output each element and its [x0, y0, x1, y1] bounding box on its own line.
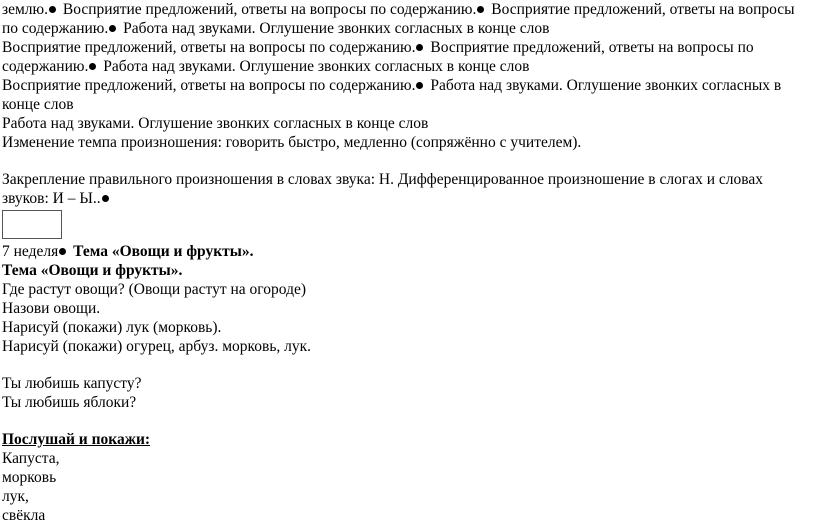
text-line-2	[2, 19, 814, 38]
text-segment: конце слов	[2, 96, 74, 113]
text-line-3	[2, 38, 814, 57]
text-line-5	[2, 76, 814, 95]
text-line-8	[2, 133, 814, 152]
text-segment: Восприятие предложений, ответы на вопросы по содержанию.	[62, 1, 477, 18]
bullet-icon	[109, 25, 116, 32]
text-segment: Работа над звуками. Оглушение звонких согласных в конце слов	[123, 20, 550, 37]
bullet-icon	[59, 248, 66, 255]
text-segment: Работа над звуками. Оглушение звонких согласных в	[430, 77, 782, 94]
empty-frame-row	[2, 208, 814, 242]
text-segment: Работа над звуками. Оглушение звонких согласных в конце слов	[103, 58, 530, 75]
word-list-item: свёкла	[2, 507, 46, 524]
bullet-icon	[416, 44, 423, 51]
text-segment: звуков: И – Ы..	[2, 190, 101, 207]
text-segment: Восприятие предложений, ответы на вопросы по содержанию.	[2, 39, 416, 56]
text-segment: Восприятие предложений, ответы на вопросы по	[430, 39, 754, 56]
text-line-10	[2, 189, 814, 208]
task-line: Назови овощи.	[2, 300, 101, 317]
text-line-1	[2, 0, 814, 19]
week-heading-line	[2, 242, 814, 261]
listen-heading: Послушай и покажи:	[2, 431, 151, 448]
topic-title-repeat: Тема «Овощи и фрукты».	[2, 262, 183, 279]
text-line-7	[2, 114, 814, 133]
empty-line	[2, 356, 814, 374]
text-segment: Работа над звуками. Оглушение звонких согласных в конце слов	[2, 115, 429, 132]
bullet-icon	[102, 195, 109, 202]
word-list-item: Капуста,	[2, 450, 60, 467]
word-list-item: морковь	[2, 469, 57, 486]
week-label: 7 неделя	[2, 243, 59, 260]
text-line-4	[2, 57, 814, 76]
text-segment: по содержанию.	[2, 20, 109, 37]
word-list-item: лук,	[2, 488, 29, 505]
text-segment: Закрепление правильного произношения в словах звука: Н. Дифференцированное произношение в слогах и словах	[2, 171, 763, 188]
empty-line	[2, 412, 814, 430]
empty-line	[2, 152, 814, 170]
bullet-icon	[49, 6, 56, 13]
text-segment: Изменение темпа произношения: говорить быстро, медленно (сопряжённо с учителем).	[2, 134, 582, 151]
topic-title: Тема «Овощи и фрукты».	[73, 243, 254, 260]
bullet-icon	[477, 6, 484, 13]
bullet-icon	[416, 82, 423, 89]
question-line: Ты любишь яблоки?	[2, 394, 137, 411]
text-line-6	[2, 95, 814, 114]
question-line: Где растут овощи? (Овощи растут на огороде)	[2, 281, 307, 298]
text-segment: Восприятие предложений, ответы на вопросы по содержанию.	[2, 77, 416, 94]
bullet-icon	[89, 63, 96, 70]
task-line: Нарисуй (покажи) лук (морковь).	[2, 319, 222, 336]
text-segment: землю.	[2, 1, 49, 18]
text-segment: содержанию.	[2, 58, 89, 75]
empty-frame-box	[2, 210, 62, 239]
text-line-9	[2, 170, 814, 189]
text-segment: Восприятие предложений, ответы на вопросы	[491, 1, 795, 18]
question-line: Ты любишь капусту?	[2, 375, 142, 392]
task-line: Нарисуй (покажи) огурец, арбуз. морковь, лук.	[2, 338, 312, 355]
